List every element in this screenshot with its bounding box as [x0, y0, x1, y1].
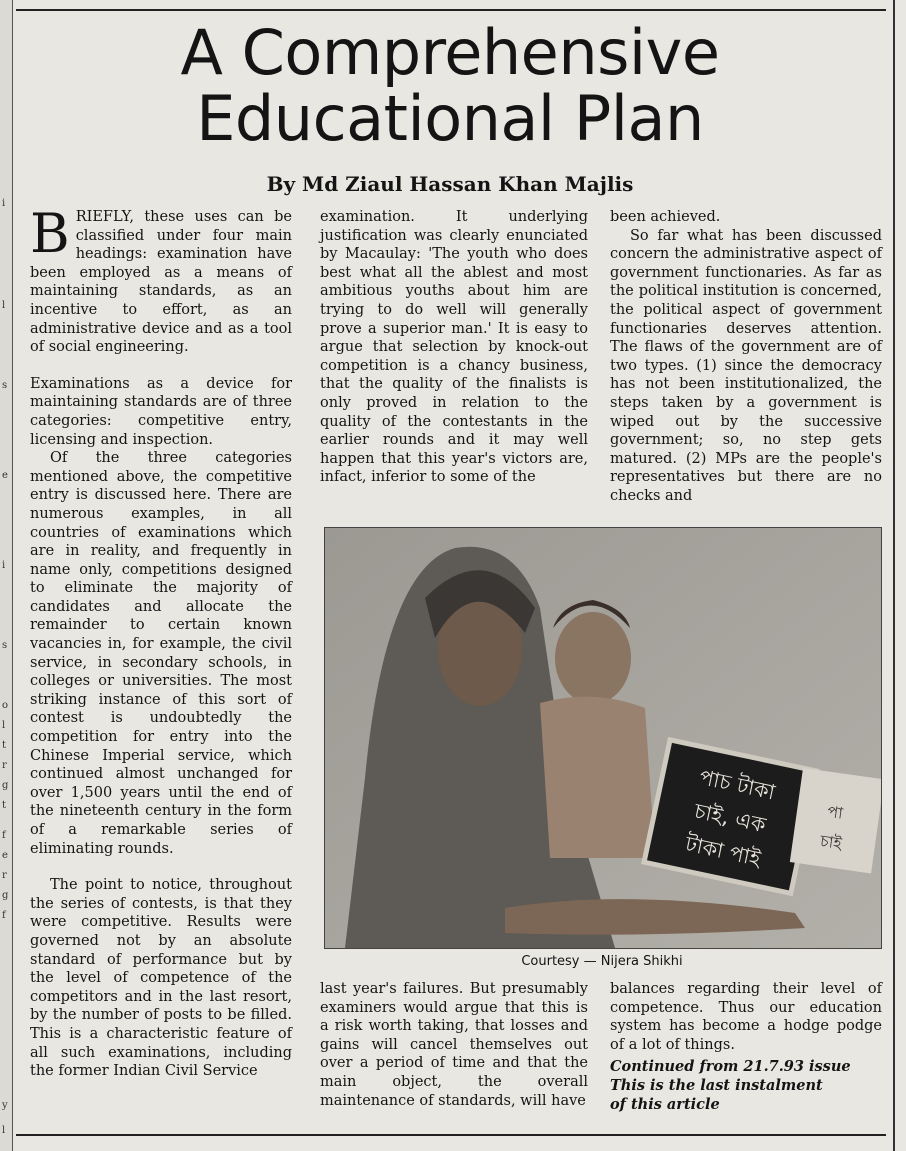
continued-note: Continued from 21.7.93 issue	[610, 1058, 851, 1076]
headline-line-1: A Comprehensive	[180, 16, 720, 89]
edge-letter: i	[2, 560, 6, 571]
bottom-rule	[16, 1134, 886, 1136]
paragraph: The point to notice, throughout the series of contests, is that they were competitive. Results were governed not by an absolute standard of performance but by the level of competence of the competitors and in the last resort, by the number of posts to be filled. This is a characteristic feature of all such examinations, including the former Indian Civil Service	[30, 877, 292, 1080]
article-column-3	[610, 208, 882, 506]
top-rule	[16, 9, 886, 11]
byline: By Md Ziaul Hassan Khan Majlis	[266, 172, 634, 196]
article-column-2-continued	[320, 980, 588, 1110]
drop-cap: B	[30, 202, 70, 265]
slate-text-3: টাকা পাই	[683, 831, 763, 871]
photo-illustration	[325, 528, 881, 948]
adjacent-column-strip	[0, 0, 13, 1151]
edge-letter: r	[2, 870, 7, 881]
edge-letter: g	[2, 780, 9, 791]
edge-letter: o	[2, 700, 9, 711]
headline	[20, 16, 880, 155]
headline-line-2: Educational Plan	[196, 82, 704, 155]
instalment-note-end: of this article	[610, 1095, 720, 1113]
slate-text-1: পাচ টাকা	[697, 765, 778, 805]
child-face	[555, 612, 631, 704]
edge-letter: t	[2, 800, 7, 811]
right-border	[893, 0, 895, 1151]
paragraph: examination. It underlying justification was clearly enunciated by Macaulay: 'The youth who does best what all the ablest and most ambitious youths about him are trying to do well will generally prove a superior man.' It is easy to argue that selection by knock-out competition is a chancy business, that the quality of the finalists is only proved in relation to the quality of the contestants in the earlier rounds and it may well happen that this year's victors are, infact, inferior to some of the	[320, 209, 588, 486]
edge-letter: l	[2, 1125, 6, 1136]
edge-letter: f	[2, 830, 6, 841]
photo-caption: Courtesy — Nijera Shikhi	[521, 954, 683, 969]
edge-letter: y	[2, 1100, 8, 1111]
edge-letter: s	[2, 380, 8, 391]
article-column-1	[30, 202, 292, 1081]
child-body	[540, 697, 655, 858]
paper-card	[790, 768, 881, 873]
paragraph	[30, 202, 292, 357]
edge-letter: f	[2, 910, 6, 921]
edge-letter: l	[2, 300, 6, 311]
edge-letter: e	[2, 850, 8, 861]
paragraph: last year's failures. But presumably examiners would argue that this is a risk worth taking, that losses and gains will cancel themselves out over a period of time and that the main object, the overall maintenance of standards, will have	[320, 981, 588, 1109]
instalment-note: This is the last instalment	[610, 1076, 823, 1094]
news-photo	[324, 527, 882, 949]
edge-letter: l	[2, 720, 6, 731]
edge-letter: t	[2, 740, 7, 751]
card-text-1: পা	[826, 801, 845, 823]
paragraph: been achieved.	[610, 209, 721, 225]
article-column-2	[320, 208, 588, 487]
card-text-2: চাই	[818, 831, 844, 853]
edge-letter: r	[2, 760, 7, 771]
paragraph-text: RIEFLY, these uses can be classified under four main headings: examination have been employed as a means of maintaining standards, as an incentive to effort, as an administrative device and as a tool of social engineering.	[30, 209, 292, 356]
paragraph: So far what has been discussed concern the administrative aspect of government functionaries. As far as the political institution is concerned, the political aspect of government functionaries deserves attention. The flaws of the government are of two types. (1) since the democracy has not been institutionalized, the steps taken by a government is wiped out by the successive government; so, no step gets matured. (2) MPs are the people's representatives but there are no checks and	[610, 227, 882, 504]
article-column-3-continued	[610, 980, 882, 1114]
slate-text-2: চাই, এক	[692, 798, 768, 838]
edge-letter: g	[2, 890, 9, 901]
paragraph: Of the three categories mentioned above, the competitive entry is discussed here. There are numerous examples, in all countries of examinations which are in reality, and frequently in name only, competitions designed to eliminate the majority of candidates and allocate the remainder to certain known vacancies in, for example, the civil service, in secondary schools, in colleges or universities. The most striking instance of this sort of contest is undoubtedly the competition for entry into the Chinese Imperial service, which continued almost unchanged for over 1,500 years until the end of the nineteenth century in the form of a remarkable series of eliminating rounds.	[30, 450, 292, 857]
paragraph: balances regarding their level of competence. Thus our education system has become a hodge podge of a lot of things.	[610, 981, 882, 1053]
edge-letter: e	[2, 470, 8, 481]
paragraph: Examinations as a device for maintaining standards are of three categories: competitive entry, licensing and inspection.	[30, 375, 292, 448]
edge-letter: i	[2, 198, 6, 209]
edge-letter: s	[2, 640, 8, 651]
